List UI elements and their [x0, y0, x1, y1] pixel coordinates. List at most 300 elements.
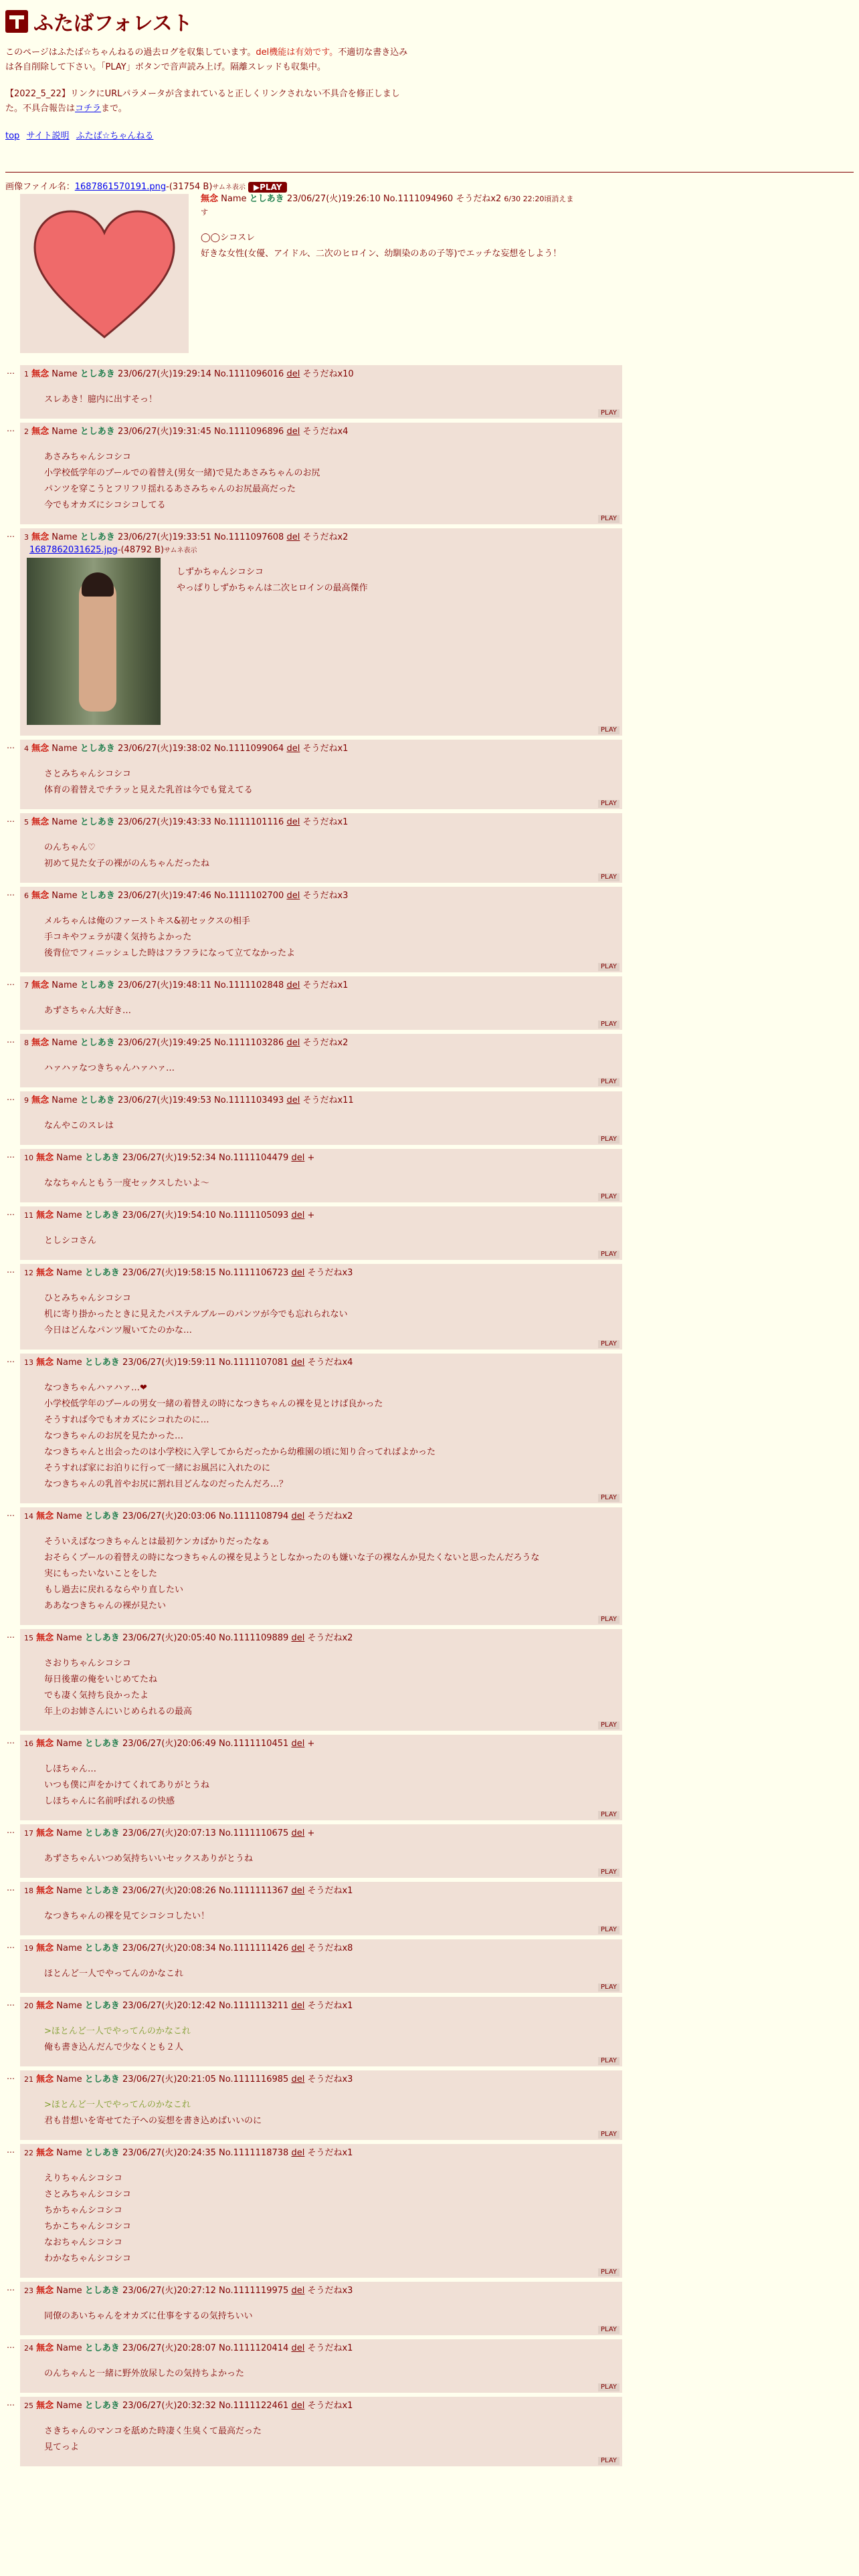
dots-icon: …	[7, 1630, 15, 1640]
reply-body: なつきちゃんハァハァ…❤ 小学校低学年のプールの男女一緒の着替えの時になつきちゃんの裸を見とけば良かった そうすれば今でもオカズにシコれたのに… なつきちゃんのお尻を見たかった… なつきちゃんと出会ったのは小学校に入学してからだったから幼稚園の頃に知り合ってればよかった そうすれば家にお泊りに行って一緒にお風呂に入れたのに なつきちゃんの乳首やお尻に割れ目どんなのだったんだろ…？	[44, 1383, 436, 1489]
reply-text	[44, 1061, 618, 1077]
reply-datetime: 23/06/27(火)19:49:53	[117, 1095, 211, 1105]
dots-icon: …	[7, 2341, 15, 2350]
reply-body: あずさちゃんいつめ気持ちいいセックスありがとうね	[44, 1854, 253, 1864]
soudane-button[interactable]: そうだねx4	[307, 1358, 353, 1368]
dots-icon: …	[7, 1208, 15, 1217]
del-link[interactable]: del	[291, 2401, 305, 2411]
reply-no: No.1111105093	[219, 1210, 289, 1220]
reply-row	[5, 813, 859, 883]
del-link[interactable]: del	[291, 1210, 305, 1220]
reply-number: 1	[24, 370, 29, 379]
op-post	[0, 173, 859, 365]
play-button[interactable]: PLAY	[598, 2457, 619, 2465]
play-button[interactable]: PLAY	[598, 1616, 619, 1624]
del-link[interactable]: del	[291, 2343, 305, 2353]
play-button[interactable]: PLAY	[598, 1983, 619, 1992]
reply	[20, 528, 622, 736]
del-link[interactable]: del	[286, 369, 300, 379]
dots-icon: …	[7, 978, 15, 987]
reply-no: No.1111110675	[219, 1828, 289, 1838]
soudane-button[interactable]: そうだねx1	[307, 1886, 353, 1896]
reply-body: しほちゃん… いつも僕に声をかけてくれてありがとうね しほちゃんに名前呼ばれるの快感	[44, 1764, 210, 1806]
reply-no: No.1111102848	[214, 980, 284, 990]
reply	[20, 1507, 622, 1625]
dots-icon: …	[7, 1883, 15, 1893]
reply-text	[44, 2171, 618, 2267]
reply-no: No.1111103493	[214, 1095, 284, 1105]
reply-number: 14	[24, 1512, 33, 1521]
reply-datetime: 23/06/27(火)20:08:34	[122, 1943, 216, 1953]
reply-header: 19 無念 Name としあき 23/06/27(火)20:08:34 No.1111111426 del そうだねx8	[24, 1943, 353, 1953]
reply	[20, 1034, 622, 1087]
reply-number: 12	[24, 1269, 33, 1277]
soudane-button[interactable]: そうだねx1	[302, 744, 349, 754]
soudane-button[interactable]: そうだねx2	[302, 1038, 349, 1048]
soudane-button[interactable]: +	[307, 1828, 315, 1838]
play-button[interactable]: PLAY	[598, 2057, 619, 2065]
soudane-button[interactable]: そうだねx3	[307, 2286, 353, 2296]
soudane-button[interactable]: そうだねx2	[307, 1511, 353, 1521]
reply-file-link[interactable]: 1687862031625.jpg	[29, 545, 118, 555]
reply-datetime: 23/06/27(火)20:03:06	[122, 1511, 216, 1521]
reply	[20, 423, 622, 524]
reply-row	[5, 1629, 859, 1731]
reply-header: 23 無念 Name としあき 23/06/27(火)20:27:12 No.1111119975 del そうだねx3	[24, 2286, 353, 2296]
reply-no: No.1111119975	[219, 2286, 289, 2296]
play-button[interactable]: PLAY	[598, 1868, 619, 1876]
reply	[20, 365, 622, 419]
reply-body: なんやこのスレは	[44, 1121, 114, 1131]
reply-datetime: 23/06/27(火)19:58:15	[122, 1268, 216, 1278]
del-link[interactable]: del	[291, 1153, 305, 1163]
reply-text	[44, 2309, 618, 2325]
del-link[interactable]: del	[291, 1943, 305, 1953]
del-link[interactable]: del	[291, 2148, 305, 2158]
dots-icon: …	[7, 424, 15, 433]
soudane-button[interactable]: そうだねx10	[302, 369, 354, 379]
reply-text	[44, 1233, 618, 1249]
play-button[interactable]: PLAY	[598, 1078, 619, 1086]
reply-quote: >ほとんど一人でやってんのかなこれ	[44, 2026, 191, 2036]
reply-text	[44, 1851, 618, 1867]
reply-header: 10 無念 Name としあき 23/06/27(火)19:52:34 No.1111104479 del +	[24, 1153, 315, 1163]
reply-no: No.1111109889	[219, 1633, 289, 1643]
del-link[interactable]: del	[286, 427, 300, 437]
soudane-button[interactable]: そうだねx3	[302, 891, 349, 901]
reply-text	[44, 840, 618, 872]
reply-text: しずかちゃんシコシコ やっぱりしずかちゃんは二次ヒロインの最高傑作	[177, 567, 368, 593]
reply-body: さとみちゃんシコシコ 体育の着替えでチラッと見えた乳首は今でも覚えてる	[44, 769, 253, 795]
intro-text: このページはふたば☆ちゃんねるの過去ログを収集しています。del機能は有効です。不適切な書き込みは各自削除して下さい。「PLAY」ボタンで音声読み上げ。隔離スレッドも収集中。	[5, 47, 408, 72]
reply-text	[44, 1380, 618, 1493]
reply	[20, 1091, 622, 1145]
reply-text	[44, 1966, 618, 1982]
reply	[20, 2282, 622, 2335]
reply-header: 2 無念 Name としあき 23/06/27(火)19:31:45 No.1111096896 del そうだねx4	[24, 427, 349, 437]
reply-text	[44, 1534, 618, 1614]
reply-body: スレあき！臆内に出すそっ！	[44, 395, 158, 405]
reply-datetime: 23/06/27(火)19:47:46	[117, 891, 211, 901]
soudane-button[interactable]: そうだねx1	[307, 2401, 353, 2411]
op-play-button[interactable]: ▶PLAY	[248, 182, 288, 193]
reply-row	[5, 1507, 859, 1625]
reply-no: No.1111120414	[219, 2343, 289, 2353]
reply-number: 6	[24, 891, 29, 900]
reply-row	[5, 423, 859, 524]
reply-number: 3	[24, 533, 29, 542]
reply	[20, 1735, 622, 1820]
nav-top-link[interactable]: top	[5, 131, 20, 141]
reply-file-line: 1687862031625.jpg-(48792 B)サムネ表示	[29, 545, 197, 555]
reply-no: No.1111096896	[214, 427, 284, 437]
figure-shape	[79, 578, 116, 712]
dots-icon: …	[7, 1265, 15, 1275]
reply	[20, 1149, 622, 1202]
reply-body: としシコさん	[44, 1236, 97, 1246]
reply-no: No.1111097608	[214, 532, 284, 542]
reply-datetime: 23/06/27(火)20:28:07	[122, 2343, 216, 2353]
reply-header: 8 無念 Name としあき 23/06/27(火)19:49:25 No.1111103286 del そうだねx2	[24, 1038, 349, 1048]
reply-text	[44, 1003, 618, 1019]
reply-number: 7	[24, 981, 29, 990]
reply-text	[44, 2097, 618, 2129]
reply-text	[44, 914, 618, 962]
op-file-link[interactable]: 1687861570191.png	[74, 182, 167, 192]
reply-image[interactable]	[27, 558, 161, 725]
del-link[interactable]: del	[291, 2286, 305, 2296]
site-header	[0, 0, 859, 141]
del-link[interactable]: del	[291, 1268, 305, 1278]
reply-text	[44, 2366, 618, 2382]
del-link[interactable]: del	[291, 2001, 305, 2011]
reply-number: 8	[24, 1039, 29, 1047]
nav-futaba-link[interactable]: ふたば☆ちゃんねる	[76, 131, 154, 141]
play-button[interactable]: PLAY	[598, 1021, 619, 1029]
reply-no: No.1111096016	[214, 369, 284, 379]
dots-icon: …	[7, 1035, 15, 1045]
reply-number: 25	[24, 2401, 33, 2410]
reply-no: No.1111101116	[214, 817, 284, 827]
reply-no: No.1111118738	[219, 2148, 289, 2158]
soudane-button[interactable]: +	[307, 1153, 315, 1163]
dots-icon: …	[7, 2283, 15, 2292]
reply-row	[5, 2339, 859, 2393]
reply-number: 24	[24, 2344, 33, 2353]
reply-text	[44, 2424, 618, 2456]
reply-no: No.1111110451	[219, 1739, 289, 1749]
reply-number: 4	[24, 744, 29, 753]
reply-no: No.1111103286	[214, 1038, 284, 1048]
reply-datetime: 23/06/27(火)20:06:49	[122, 1739, 216, 1749]
dots-icon: …	[7, 1826, 15, 1835]
reply-no: No.1111106723	[219, 1268, 289, 1278]
soudane[interactable]: そうだねx2	[456, 194, 502, 204]
del-link[interactable]: del	[286, 980, 300, 990]
op-text: ◯◯シコスレ 好きな女性(女優、アイドル、二次のヒロイン、幼馴染のあの子等)でエッチな妄想をしよう！	[201, 233, 562, 259]
reply-body: さおりちゃんシコシコ 毎日後輩の俺をいじめてたね でも凄く気持ち良かったよ 年上のお姉さんにいじめられるの最高	[44, 1658, 193, 1717]
reply-body: あさみちゃんシコシコ 小学校低学年のプールでの着替え(男女一緒)で見たあさみちゃんのお尻 パンツを穿こうとフリフリ揺れるあさみちゃんのお尻最高だった 今でもオカズにシコシコしてる	[44, 452, 320, 510]
reply-header: 7 無念 Name としあき 23/06/27(火)19:48:11 No.1111102848 del そうだねx1	[24, 980, 349, 990]
reply-datetime: 23/06/27(火)20:08:26	[122, 1886, 216, 1896]
reply-no: No.1111113211	[219, 2001, 289, 2011]
reply-quote: >ほとんど一人でやってんのかなこれ	[44, 2100, 191, 2110]
play-button[interactable]: PLAY	[598, 963, 619, 971]
soudane-button[interactable]: そうだねx4	[302, 427, 349, 437]
reply-number: 9	[24, 1096, 29, 1105]
reply-header: 9 無念 Name としあき 23/06/27(火)19:49:53 No.1111103493 del そうだねx11	[24, 1095, 354, 1105]
site-logo-icon[interactable]	[5, 10, 28, 33]
del-link[interactable]: del	[291, 1358, 305, 1368]
reply-body: ななちゃんともう一度セックスしたいよ〜	[44, 1178, 209, 1188]
play-button[interactable]: PLAY	[598, 2268, 619, 2276]
site-title-text: ふたばフォレスト	[33, 12, 193, 35]
soudane-button[interactable]: そうだねx1	[302, 817, 349, 827]
reply-row	[5, 1997, 859, 2066]
reply	[20, 813, 622, 883]
del-link[interactable]: del	[286, 1095, 300, 1105]
reply-row	[5, 365, 859, 419]
reply-datetime: 23/06/27(火)20:24:35	[122, 2148, 216, 2158]
reply-header: 3 無念 Name としあき 23/06/27(火)19:33:51 No.1111097608 del そうだねx2	[24, 532, 349, 542]
reply-body: あずさちゃん大好き…	[44, 1006, 132, 1016]
reply-row	[5, 976, 859, 1030]
soudane-button[interactable]: そうだねx3	[307, 1268, 353, 1278]
dots-icon: …	[7, 1355, 15, 1364]
dots-icon: …	[7, 1941, 15, 1950]
reply-header: 14 無念 Name としあき 23/06/27(火)20:03:06 No.1111108794 del そうだねx2	[24, 1511, 353, 1521]
dots-icon: …	[7, 815, 15, 824]
dots-icon: …	[7, 1093, 15, 1102]
reply-body: ハァハァなつきちゃんハァハァ…	[44, 1063, 175, 1073]
reply-no: No.1111108794	[219, 1511, 289, 1521]
op-body: 無念 Name としあき 23/06/27(火)19:26:10 No.1111094960 そうだねx2 6/30 22:20頃消えます ◯◯シコスレ 好きな女性(女優、アイドル、二次のヒロイン、幼馴染のあの子等)でエッチな妄想をしよう！	[201, 193, 575, 262]
reply-body: ほとんど一人でやってんのかなこれ	[44, 1969, 184, 1979]
reply-header: 13 無念 Name としあき 23/06/27(火)19:59:11 No.1111107081 del そうだねx4	[24, 1358, 353, 1368]
reply-no: No.1111099064	[214, 744, 284, 754]
reply-body: のんちゃん♡ 初めて見た女子の裸がのんちゃんだったね	[44, 843, 210, 869]
reply-number: 17	[24, 1829, 33, 1838]
reply-number: 20	[24, 2002, 33, 2010]
soudane-button[interactable]: +	[307, 1210, 315, 1220]
reply-header: 18 無念 Name としあき 23/06/27(火)20:08:26 No.1111111367 del そうだねx1	[24, 1886, 353, 1896]
play-button[interactable]: PLAY	[598, 1811, 619, 1819]
reply-datetime: 23/06/27(火)19:52:34	[122, 1153, 216, 1163]
reply-no: No.1111102700	[214, 891, 284, 901]
reply-number: 18	[24, 1887, 33, 1895]
thumb-toggle[interactable]: サムネ表示	[164, 547, 197, 554]
reply-header: 24 無念 Name としあき 23/06/27(火)20:28:07 No.1111120414 del そうだねx1	[24, 2343, 353, 2353]
reply-number: 2	[24, 427, 29, 436]
soudane-button[interactable]: そうだねx2	[302, 532, 349, 542]
soudane-button[interactable]: そうだねx3	[307, 2074, 353, 2084]
reply	[20, 887, 622, 972]
reply	[20, 1354, 622, 1503]
reply-text	[44, 449, 618, 514]
reply-row	[5, 1939, 859, 1993]
reply	[20, 2397, 622, 2466]
reply-row	[5, 2282, 859, 2335]
hair-shape	[82, 572, 114, 597]
site-title	[5, 7, 854, 36]
play-button[interactable]: PLAY	[598, 873, 619, 881]
del-link[interactable]: del	[286, 891, 300, 901]
soudane-button[interactable]: そうだねx8	[307, 1943, 353, 1953]
reply-row	[5, 887, 859, 972]
reply-header: 21 無念 Name としあき 23/06/27(火)20:21:05 No.1111116985 del そうだねx3	[24, 2074, 353, 2084]
heart-icon	[20, 194, 189, 353]
play-button[interactable]: PLAY	[598, 409, 619, 417]
reply-row	[5, 1735, 859, 1820]
report-link[interactable]: コチラ	[75, 104, 102, 114]
reply-number: 13	[24, 1358, 33, 1367]
reply-body: 君も昔想いを寄せてた子への妄想を書き込めばいいのに	[44, 2116, 262, 2126]
play-button[interactable]: PLAY	[598, 515, 619, 523]
del-link[interactable]: del	[291, 1633, 305, 1643]
dots-icon: …	[7, 1736, 15, 1745]
dots-icon: …	[7, 530, 15, 539]
play-button[interactable]: PLAY	[598, 726, 619, 734]
del-link[interactable]: del	[291, 1828, 305, 1838]
reply-datetime: 23/06/27(火)19:59:11	[122, 1358, 216, 1368]
dots-icon: …	[7, 2145, 15, 2155]
dots-icon: …	[7, 888, 15, 897]
reply	[20, 2339, 622, 2393]
play-button[interactable]: PLAY	[598, 2383, 619, 2391]
dots-icon: …	[7, 1509, 15, 1518]
reply-datetime: 23/06/27(火)20:21:05	[122, 2074, 216, 2084]
reply-no: No.1111116985	[219, 2074, 289, 2084]
reply-number: 10	[24, 1154, 33, 1162]
reply-text	[44, 1761, 618, 1810]
reply-header: 4 無念 Name としあき 23/06/27(火)19:38:02 No.1111099064 del そうだねx1	[24, 744, 349, 754]
reply-datetime: 23/06/27(火)20:27:12	[122, 2286, 216, 2296]
reply-row	[5, 528, 859, 736]
reply-number: 23	[24, 2286, 33, 2295]
reply-row	[5, 1824, 859, 1878]
play-button[interactable]: PLAY	[598, 1494, 619, 1502]
dots-icon: …	[7, 366, 15, 376]
reply-datetime: 23/06/27(火)19:49:25	[117, 1038, 211, 1048]
reply-header: 6 無念 Name としあき 23/06/27(火)19:47:46 No.1111102700 del そうだねx3	[24, 891, 349, 901]
reply-text	[44, 2024, 618, 2056]
soudane-button[interactable]: そうだねx1	[307, 2001, 353, 2011]
reply-text	[44, 392, 618, 408]
play-button[interactable]: PLAY	[598, 1136, 619, 1144]
reply-header: 20 無念 Name としあき 23/06/27(火)20:12:42 No.1111113211 del そうだねx1	[24, 2001, 353, 2011]
reply-text	[44, 1176, 618, 1192]
reply-datetime: 23/06/27(火)19:48:11	[117, 980, 211, 990]
reply-body: 俺も書き込んだんで少なくとも２人	[44, 2042, 184, 2052]
del-link[interactable]: del	[291, 1739, 305, 1749]
soudane-button[interactable]: そうだねx1	[307, 2148, 353, 2158]
reply-text	[44, 1656, 618, 1720]
reply-datetime: 23/06/27(火)20:12:42	[122, 2001, 216, 2011]
reply-datetime: 23/06/27(火)19:43:33	[117, 817, 211, 827]
reply	[20, 1629, 622, 1731]
dots-icon: …	[7, 1150, 15, 1160]
del-link[interactable]: del	[286, 532, 300, 542]
del-link[interactable]: del	[286, 1038, 300, 1048]
reply-number: 15	[24, 1634, 33, 1642]
op-image[interactable]	[20, 194, 189, 353]
play-button[interactable]: PLAY	[598, 800, 619, 808]
soudane-button[interactable]: そうだねx2	[307, 1633, 353, 1643]
reply-no: No.1111104479	[219, 1153, 289, 1163]
play-button[interactable]: PLAY	[598, 1193, 619, 1201]
reply-no: No.1111111367	[219, 1886, 289, 1896]
reply-body: メルちゃんは俺のファーストキス&初セックスの相手 手コキやフェラが凄く気持ちよかった 後背位でフィニッシュした時はフラフラになって立てなかったよ	[44, 916, 296, 958]
del-link[interactable]: del	[286, 817, 300, 827]
soudane-button[interactable]: そうだねx11	[302, 1095, 354, 1105]
thumb-toggle[interactable]: サムネ表示	[212, 184, 246, 191]
reply	[20, 2070, 622, 2140]
reply-body: さきちゃんのマンコを舐めた時凄く生臭くて最高だった 見てっよ	[44, 2426, 262, 2452]
op-file-line: 画像ファイル名：1687861570191.png-(31754 B)サムネ表示 ▶PLAY	[5, 179, 854, 193]
soudane-button[interactable]: そうだねx1	[307, 2343, 353, 2353]
soudane-button[interactable]: +	[307, 1739, 315, 1749]
nav-about-link[interactable]: サイト説明	[26, 131, 70, 141]
reply-header: 5 無念 Name としあき 23/06/27(火)19:43:33 No.1111101116 del そうだねx1	[24, 817, 349, 827]
reply-number: 11	[24, 1211, 33, 1220]
reply-row	[5, 1091, 859, 1145]
reply-no: No.1111107081	[219, 1358, 289, 1368]
reply-number: 19	[24, 1944, 33, 1953]
reply-header: 25 無念 Name としあき 23/06/27(火)20:32:32 No.1111122461 del そうだねx1	[24, 2401, 353, 2411]
del-link[interactable]: del	[291, 1886, 305, 1896]
reply-body: そういえばなつきちゃんとは最初ケンカばかりだったなぁ おそらくプールの着替えの時になつきちゃんの裸を見ようとしなかったのも嫌いな子の裸なんか見たくないと思ったんだろうな 実にもったいないことをした もし過去に戻れるならやり直したい ああなつきちゃんの裸が見たい	[44, 1537, 540, 1611]
reply-text	[44, 1291, 618, 1339]
dots-icon: …	[7, 1998, 15, 2008]
reply-datetime: 23/06/27(火)19:29:14	[117, 369, 211, 379]
del-link[interactable]: del	[291, 2074, 305, 2084]
dots-icon: …	[7, 741, 15, 750]
play-button[interactable]: PLAY	[598, 2131, 619, 2139]
reply-no: No.1111122461	[219, 2401, 289, 2411]
reply-row	[5, 1264, 859, 1350]
reply-row	[5, 740, 859, 809]
reply	[20, 2144, 622, 2278]
soudane-button[interactable]: そうだねx1	[302, 980, 349, 990]
reply-row	[5, 1206, 859, 1260]
reply-text	[44, 1909, 618, 1925]
reply	[20, 1939, 622, 1993]
play-button[interactable]: PLAY	[598, 1926, 619, 1934]
del-link[interactable]: del	[291, 1511, 305, 1521]
play-button[interactable]: PLAY	[598, 2326, 619, 2334]
reply-body: ひとみちゃんシコシコ 机に寄り掛かったときに見えたパステルブルーのパンツが今でも忘れられない 今日はどんなパンツ履いてたのかな…	[44, 1293, 348, 1335]
reply	[20, 740, 622, 809]
del-link[interactable]: del	[286, 744, 300, 754]
reply-header: 12 無念 Name としあき 23/06/27(火)19:58:15 No.1111106723 del そうだねx3	[24, 1268, 353, 1278]
dots-icon: …	[7, 2072, 15, 2081]
play-button[interactable]: PLAY	[598, 1340, 619, 1348]
reply-datetime: 23/06/27(火)20:07:13	[122, 1828, 216, 1838]
reply-datetime: 23/06/27(火)19:54:10	[122, 1210, 216, 1220]
reply-number: 22	[24, 2149, 33, 2157]
reply-row	[5, 1354, 859, 1503]
reply-text	[44, 1118, 618, 1134]
play-button[interactable]: PLAY	[598, 1721, 619, 1729]
reply-header: 15 無念 Name としあき 23/06/27(火)20:05:40 No.1111109889 del そうだねx2	[24, 1633, 353, 1643]
reply	[20, 1264, 622, 1350]
reply-row	[5, 1149, 859, 1202]
reply	[20, 1882, 622, 1935]
reply-datetime: 23/06/27(火)19:38:02	[117, 744, 211, 754]
reply-number: 21	[24, 2075, 33, 2084]
play-button[interactable]: PLAY	[598, 1251, 619, 1259]
reply-header: 11 無念 Name としあき 23/06/27(火)19:54:10 No.1111105093 del +	[24, 1210, 315, 1220]
